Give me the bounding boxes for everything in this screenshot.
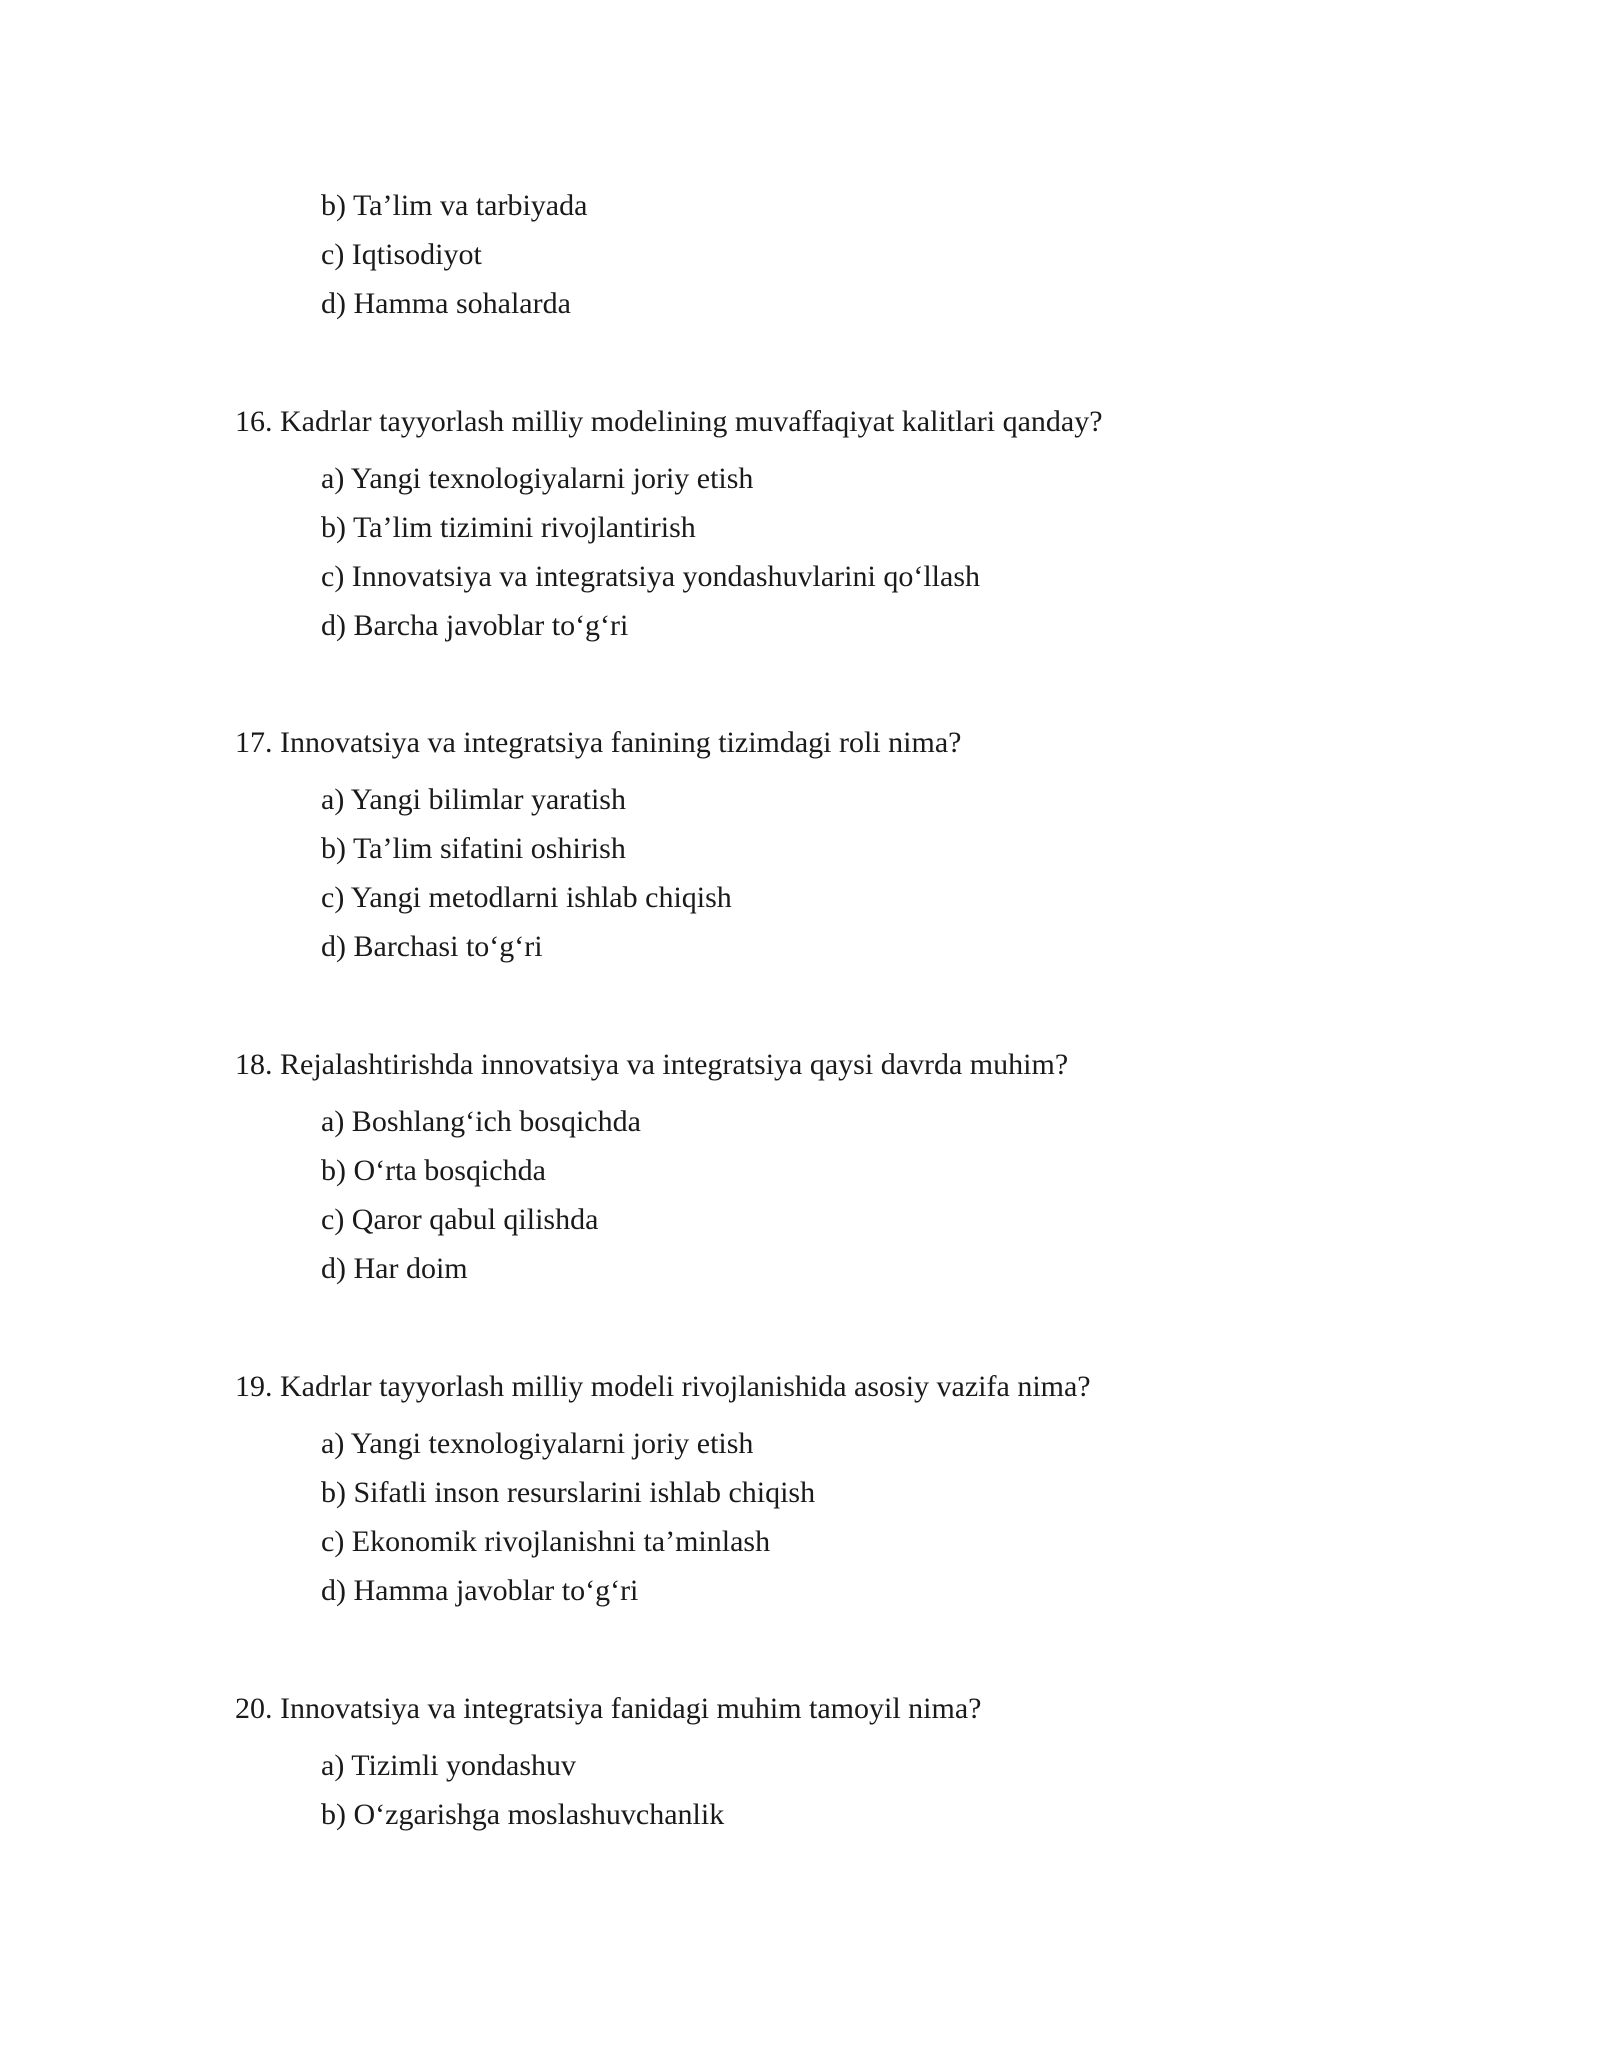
option-line: c) Qaror qabul qilishda [321, 1203, 599, 1236]
question-19: 19. Kadrlar tayyorlash milliy modeli rivojlanishida asosiy vazifa nima? [235, 1370, 1091, 1403]
option-line: a) Yangi texnologiyalarni joriy etish [321, 1427, 754, 1460]
option-line: d) Barcha javoblar to‘g‘ri [321, 609, 629, 642]
option-line: d) Har doim [321, 1252, 468, 1285]
option-line: a) Tizimli yondashuv [321, 1749, 577, 1782]
option-line: c) Yangi metodlarni ishlab chiqish [321, 881, 732, 914]
option-line: a) Yangi bilimlar yaratish [321, 783, 626, 816]
question-16: 16. Kadrlar tayyorlash milliy modelining muvaffaqiyat kalitlari qanday? [235, 405, 1103, 438]
option-line: d) Barchasi to‘g‘ri [321, 930, 543, 963]
option-line: a) Yangi texnologiyalarni joriy etish [321, 462, 754, 495]
option-line: d) Hamma javoblar to‘g‘ri [321, 1574, 639, 1607]
option-line: c) Innovatsiya va integratsiya yondashuvlarini qo‘llash [321, 560, 980, 593]
option-line: b) Ta’lim sifatini oshirish [321, 832, 626, 865]
option-line: b) Ta’lim va tarbiyada [321, 189, 588, 222]
question-17: 17. Innovatsiya va integratsiya fanining tizimdagi roli nima? [235, 726, 962, 759]
option-line: d) Hamma sohalarda [321, 287, 571, 320]
question-18: 18. Rejalashtirishda innovatsiya va integratsiya qaysi davrda muhim? [235, 1048, 1069, 1081]
option-line: c) Ekonomik rivojlanishni ta’minlash [321, 1525, 771, 1558]
option-line: b) Ta’lim tizimini rivojlantirish [321, 511, 696, 544]
option-line: b) O‘rta bosqichda [321, 1154, 546, 1187]
option-line: a) Boshlang‘ich bosqichda [321, 1105, 641, 1138]
question-20: 20. Innovatsiya va integratsiya fanidagi muhim tamoyil nima? [235, 1692, 982, 1725]
option-line: b) Sifatli inson resurslarini ishlab chiqish [321, 1476, 816, 1509]
option-line: c) Iqtisodiyot [321, 238, 482, 271]
option-line: b) O‘zgarishga moslashuvchanlik [321, 1798, 725, 1831]
